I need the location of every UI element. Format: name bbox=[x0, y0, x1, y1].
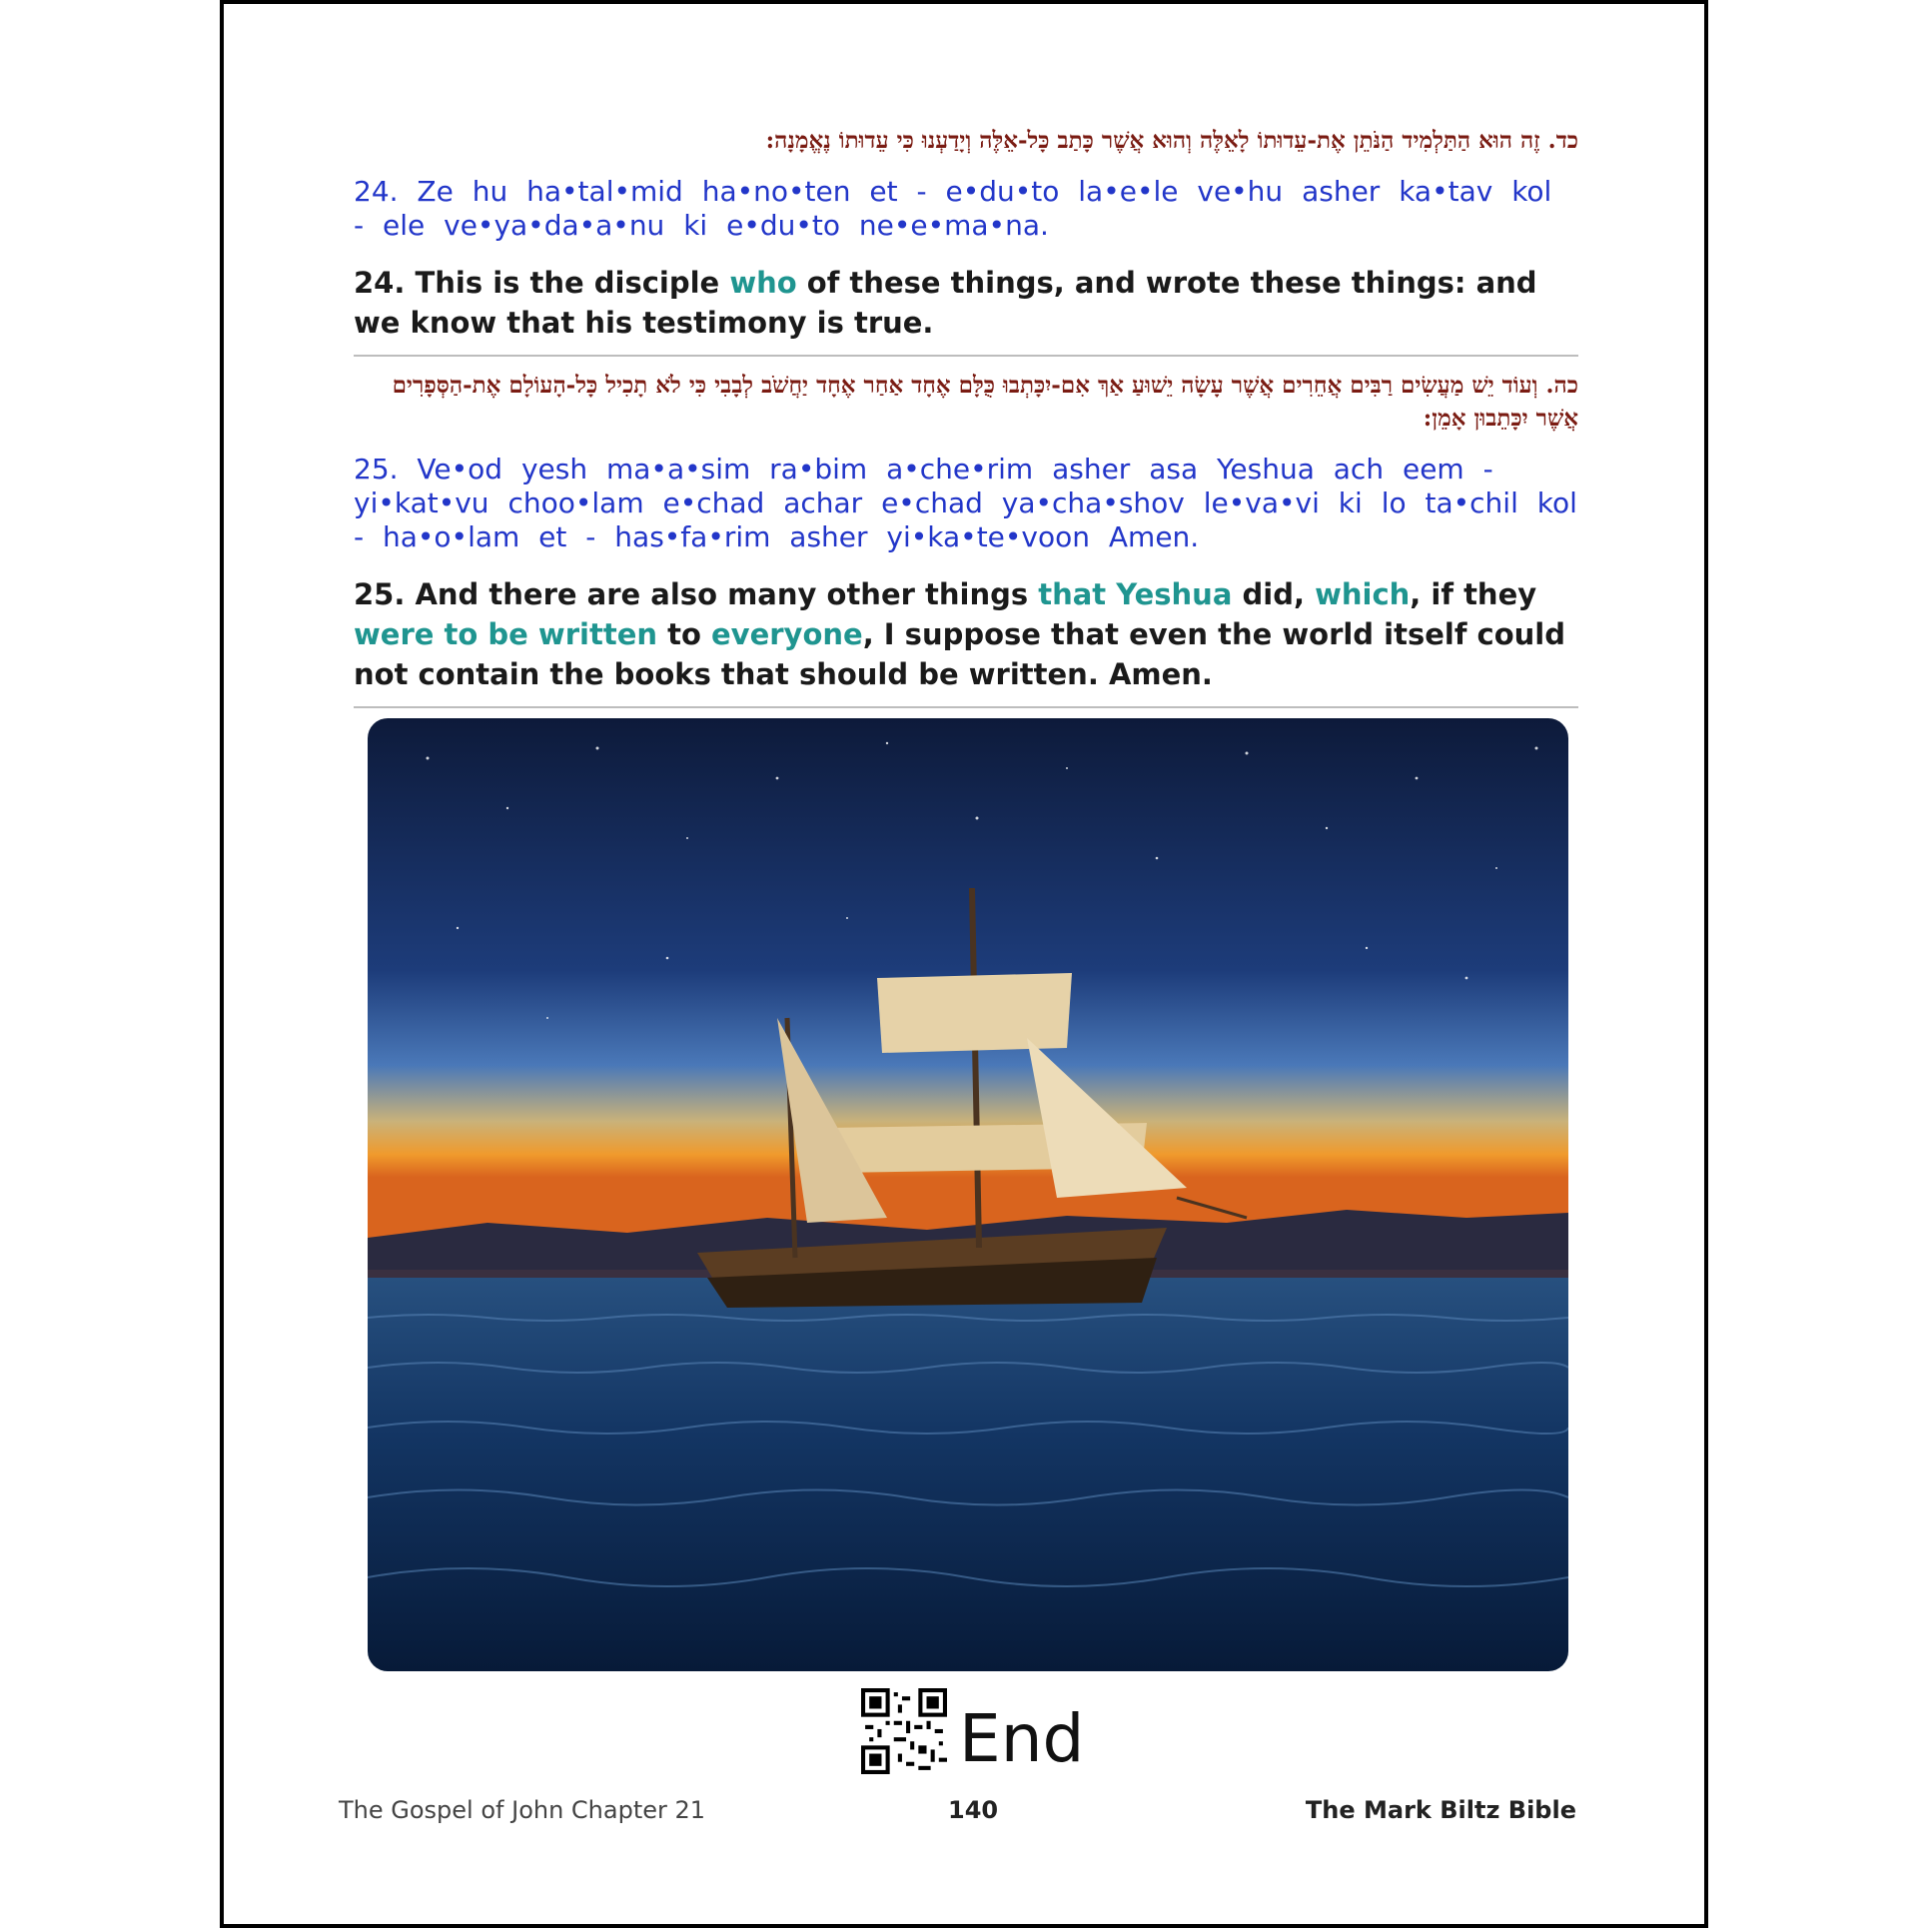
highlighted-segment: which bbox=[1315, 577, 1411, 611]
footer-book-title: The Mark Biltz Bible bbox=[1305, 1796, 1576, 1824]
text-segment: did, bbox=[1232, 577, 1316, 611]
footer-chapter-title: The Gospel of John Chapter 21 bbox=[339, 1796, 706, 1824]
verse-25-english bbox=[354, 574, 1578, 694]
page bbox=[220, 0, 1708, 1928]
footer-page-number: 140 bbox=[948, 1796, 999, 1824]
highlighted-segment: that Yeshua bbox=[1038, 577, 1233, 611]
text-segment: , if they bbox=[1410, 577, 1537, 611]
verse-25-transliteration: 25. Ve•od yesh ma•a•sim ra•bim a•che•rim asher asa Yeshua ach eem - yi•kat•vu choo•lam e•chad achar e•chad ya•cha•shov le•va•vi ki lo ta•chil kol - ha•o•lam et - has•fa•rim asher yi•ka•te•voon Amen. bbox=[354, 453, 1577, 553]
highlighted-segment: were to be written bbox=[354, 617, 658, 651]
text-segment: 25. And there are also many other things bbox=[354, 577, 1039, 611]
text-segment: , I suppose that even the world itself could not contain the books that should be written. Amen. bbox=[354, 617, 1566, 691]
verse-24-transliteration: 24. Ze hu ha•tal•mid ha•no•ten et - e•du•to la•e•le ve•hu asher ka•tav kol - ele ve•ya•da•a•nu ki e•du•to ne•e•ma•na. bbox=[354, 175, 1552, 242]
divider bbox=[354, 355, 1578, 357]
verse-25-hebrew: כה. וְעוֹד יֵשׁ מַעֲשִׂים רַבִּים אֲחֵרִים אֲשֶׁר עָשָׂה יֵשׁוּעַ אַךְ אִם-יִכָּתְבוּ כֻּלָּם אֶחָד אַחַר אֶחָד יַחֲשֹׁב לְבָבִי כִּי לֹא תָכִיל כָּל-הָעוֹלָם אֶת-הַסְּפָרִים אֲשֶׁר יִכָּתֵבוּן אָמֵן: bbox=[392, 372, 1578, 432]
sailing-ship-photo bbox=[368, 718, 1568, 1671]
qr-code-icon[interactable] bbox=[861, 1688, 947, 1774]
verse-content bbox=[354, 124, 1578, 720]
text-segment: to bbox=[657, 617, 711, 651]
highlighted-segment: everyone bbox=[711, 617, 863, 651]
end-label: End bbox=[959, 1700, 1085, 1777]
verse-24-hebrew: כד. זֶה הוּא הַתַּלְמִיד הַנֹּתֵן אֶת-עֵדוּתוֹ לָאֵלֶּה וְהוּא אֲשֶׁר כָּתַב כָּל-אֵלֶּה וְיָדַעְנוּ כִּי עֵדוּתוֹ נֶאֱמָנָה: bbox=[765, 127, 1578, 154]
highlighted-segment: who bbox=[729, 266, 797, 300]
divider bbox=[354, 706, 1578, 708]
text-segment: of these things, and wrote these things: and we know that his testimony is true. bbox=[354, 266, 1537, 340]
text-segment: 24. This is the disciple bbox=[354, 266, 730, 300]
verse-24-english bbox=[354, 263, 1578, 343]
end-marker bbox=[861, 1684, 1085, 1777]
